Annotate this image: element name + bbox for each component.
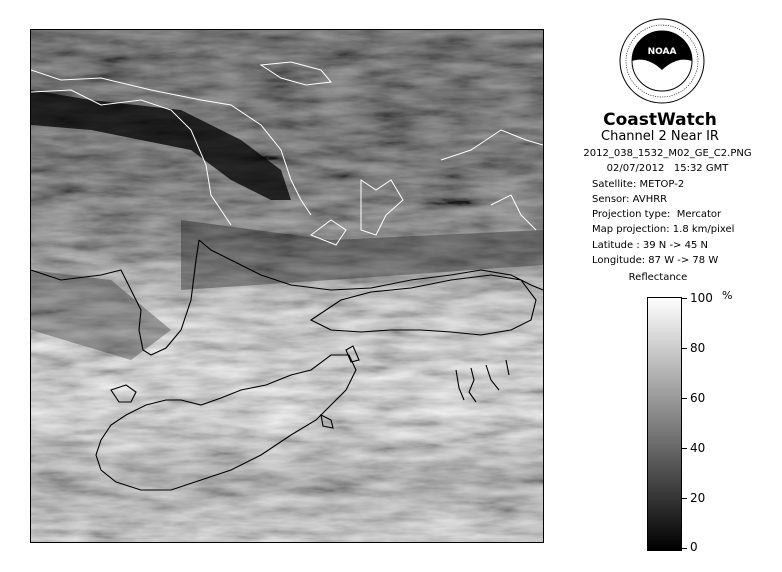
- colorbar-tick: [681, 548, 687, 549]
- map-projection-text: Map projection: 1.8 km/pixel: [592, 224, 735, 236]
- colorbar-tick-label: 60: [690, 391, 706, 405]
- metadata-block: [560, 146, 775, 268]
- colorbar-title: Reflectance: [628, 272, 688, 283]
- colorbar-tick-label: 20: [690, 491, 706, 505]
- projection-type-text: Projection type: Mercator: [592, 209, 722, 221]
- latitude-text: Latitude : 39 N -> 45 N: [592, 239, 708, 251]
- colorbar-tick-label: 40: [690, 441, 706, 455]
- channel-subtitle: Channel 2 Near IR: [601, 129, 719, 144]
- filename-text: 2012_038_1532_M02_GE_C2.PNG: [583, 148, 752, 159]
- longitude-text: Longitude: 87 W -> 78 W: [592, 255, 719, 267]
- app-title: CoastWatch: [603, 110, 717, 130]
- colorbar-tick: [681, 298, 687, 299]
- sensor-text: Sensor: AVHRR: [592, 193, 668, 205]
- colorbar-unit: %: [722, 289, 733, 302]
- noaa-logo: [619, 18, 705, 104]
- colorbar-tick: [681, 498, 687, 499]
- colorbar-tick-label: 100: [690, 291, 713, 305]
- colorbar-tick-label: 0: [690, 540, 698, 554]
- colorbar: [647, 297, 682, 551]
- colorbar-tick: [681, 348, 687, 349]
- svg-text:NOAA: NOAA: [647, 47, 677, 57]
- colorbar-tick-label: 80: [690, 341, 706, 355]
- colorbar-tick: [681, 398, 687, 399]
- noaa-seal-icon: [619, 18, 705, 104]
- datetime-text: 02/07/2012 15:32 GMT: [606, 163, 729, 175]
- satellite-text: Satellite: METOP-2: [592, 178, 685, 190]
- satellite-image: [31, 30, 543, 542]
- satellite-map: [30, 29, 544, 543]
- colorbar-tick: [681, 448, 687, 449]
